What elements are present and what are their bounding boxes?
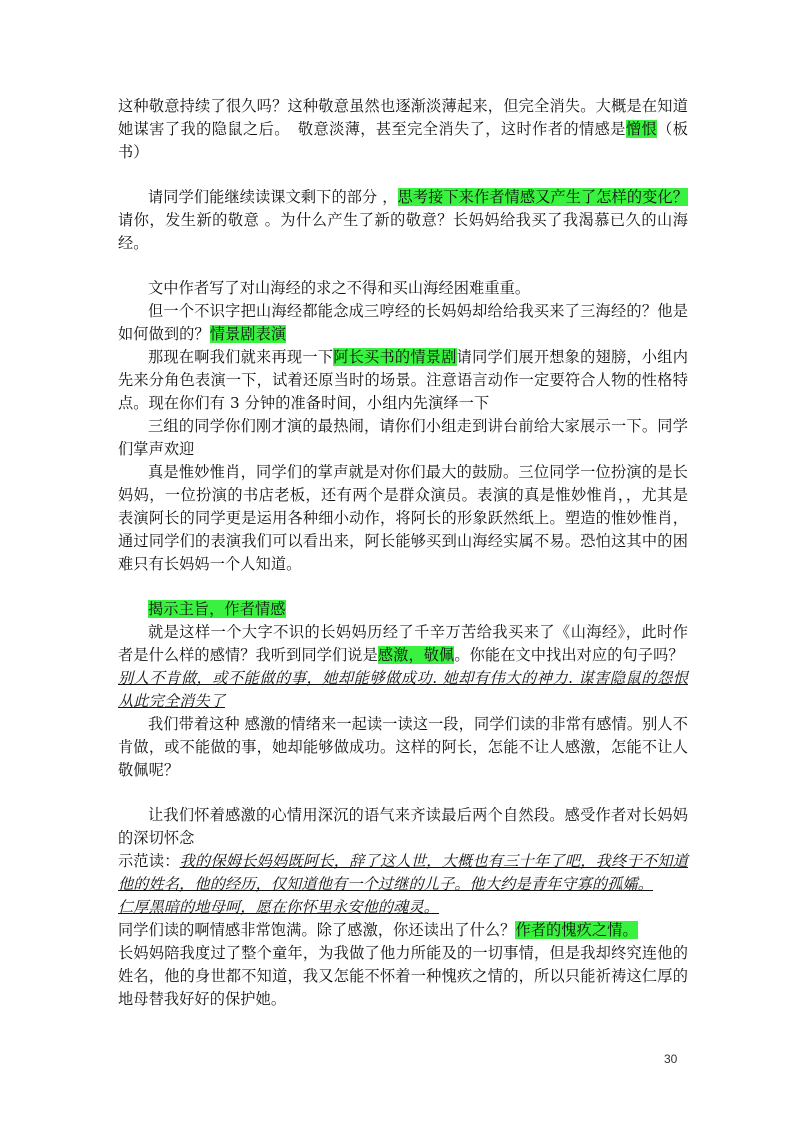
label: 示范读： [118, 852, 180, 870]
paragraph-7: 三组的同学你们刚才演的最热闹，请你们小组走到讲台前给大家展示一下。同学们掌声欢迎 [118, 417, 688, 458]
highlight: 思考接下来作者情感又产生了怎样的变化？ [397, 188, 688, 206]
paragraph-12: 我们带着这种 感激的情绪来一起读一读这一段，同学们读的非常有感情。别人不肯做，或不能做的事，她却能够做成功。这样的阿长，怎能不让人感激，怎能不让人敬佩呢？ [118, 715, 688, 779]
paragraph-3: 请你，发生新的敬意 。为什么产生了新的敬意？长妈妈给我买了我渴慕已久的山海经。 [118, 211, 688, 252]
section-heading [118, 598, 688, 621]
paragraph-14 [118, 850, 688, 896]
paragraph-4: 文中作者写了对山海经的求之不得和买山海经困难重重。 [148, 279, 531, 297]
highlight: 阿长买书的情景剧 [333, 348, 457, 366]
highlight: 情景剧表演 [209, 325, 287, 343]
text: 请同学们能继续读课文剩下的部分 ， [148, 188, 398, 206]
text: 同学们读的啊情感非常饱满。除了感激，你还读出了什么？ [118, 921, 516, 939]
paragraph-10 [118, 621, 688, 667]
paragraph-6 [118, 346, 688, 415]
spacer [118, 164, 688, 186]
text: 但一个不识字把山海经都能念成三哼经的长妈妈却给给我买来了三海经的？他是如何做到的？ [118, 302, 688, 343]
page-number: 30 [664, 1052, 678, 1066]
text: （板书） [118, 120, 689, 161]
text: 。你能在文中找出对应的句子吗？ [454, 646, 684, 664]
spacer [118, 576, 688, 598]
document-body [118, 95, 688, 1011]
spacer [118, 782, 688, 804]
paragraph-17: 长妈妈陪我度过了整个童年，为我做了他力所能及的一切事情，但是我却终究连他的姓名，他的身世都不知道，我又怎能不怀着一种愧疚之情的，所以只能祈祷这仁厚的地母替我好好的保护她。 [118, 944, 688, 1008]
text: 请同学们展开想象的翅膀，小组内先来分角色表演一下，试着还原当时的场景。注意语言动作一定要符合人物的性格特点。现在你们有 3 分钟的准备时间，小组内先演绎一下 [118, 348, 688, 412]
paragraph-2 [118, 186, 688, 209]
paragraph-1 [118, 95, 688, 164]
paragraph-16 [118, 919, 688, 942]
spacer [118, 255, 688, 277]
handwritten-quote-3: 仁厚黑暗的地母呵，愿在你怀里永安他的魂灵。 [118, 898, 440, 916]
paragraph-13: 让我们怀着感激的心情用深沉的语气来齐读最后两个自然段。感受作者对长妈妈的深切怀念 [118, 806, 688, 847]
handwritten-quote-2: 我的保姆长妈妈既阿长，辞了这人世，大概也有三十年了吧，我终于不知道他的姓名，他的经历，仅知道他有一个过继的儿子。他大约是青年守寡的孤孀。 [118, 852, 688, 893]
highlight: 作者的愧疚之情。 [515, 921, 638, 939]
text: 就是这样一个大字不识的长妈妈历经了千辛万苦给我买来了《山海经》，此时作者是什么样的感情？我听到同学们说是 [118, 623, 688, 664]
highlight: 憎恨 [625, 120, 658, 138]
handwritten-quote-1: 别人不肯做，或不能做的事，她却能够做成功. 她却有伟大的神力. 谋害隐鼠的怨恨从此完全消失了 [118, 669, 688, 710]
text: 那现在啊我们就来再现一下 [148, 348, 334, 366]
highlight: 感激，敬佩 [377, 646, 455, 664]
highlight: 揭示主旨，作者情感 [148, 600, 286, 618]
paragraph-5 [118, 300, 688, 346]
text: 这种敬意持续了很久吗？这种敬意虽然也逐渐淡薄起来，但完全消失。大概是在知道她谋害了我的隐鼠之后。 敬意淡薄，甚至完全消失了，这时作者的情感是 [118, 97, 688, 138]
paragraph-8: 真是惟妙惟肖，同学们的掌声就是对你们最大的鼓励。三位同学一位扮演的是长妈妈，一位扮演的书店老板，还有两个是群众演员。表演的真是惟妙惟肖，，尤其是表演阿长的同学更是运用各种细小动作，将阿长的形象跃然纸上。塑造的惟妙惟肖，通过同学们的表演我们可以看出来，阿长能够买到山海经实属不易。恐怕这其中的困难只有长妈妈一个人知道。 [118, 463, 688, 573]
